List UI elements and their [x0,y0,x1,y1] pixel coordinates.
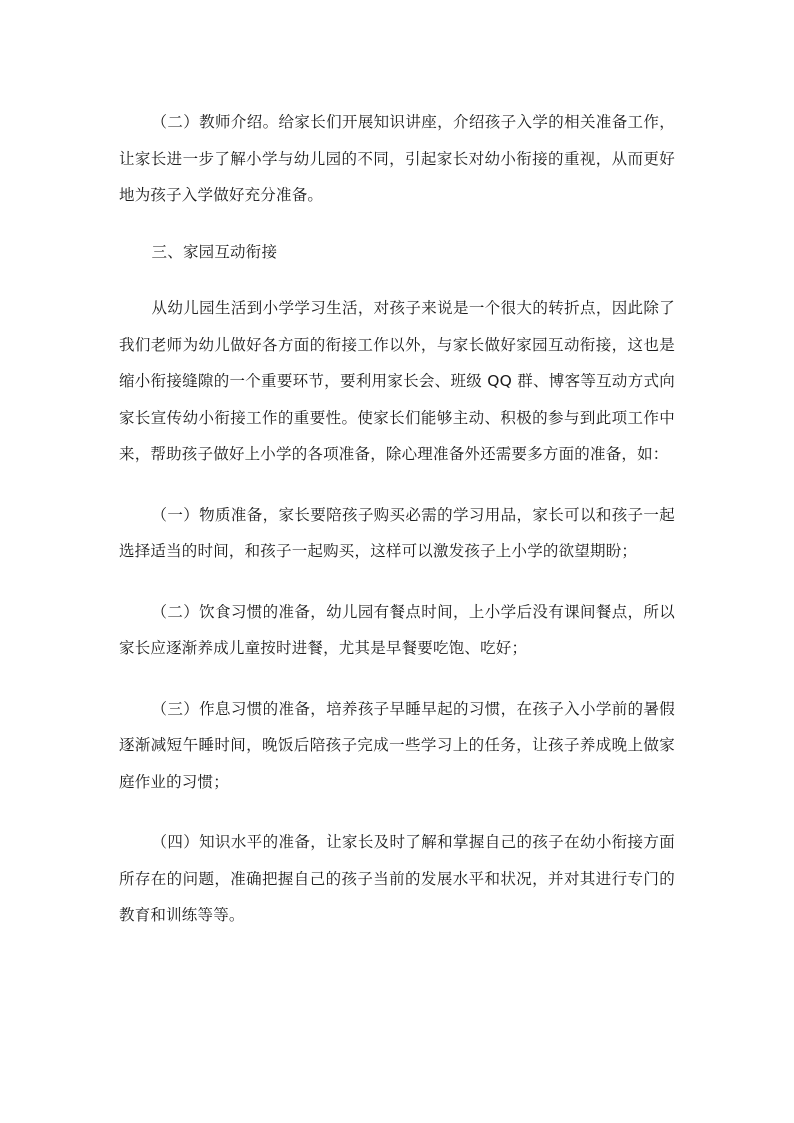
paragraph-home-school-interaction: 从幼儿园生活到小学学习生活，对孩子来说是一个很大的转折点，因此除了我们老师为幼儿做好各方面的衔接工作以外，与家长做好家园互动衔接，这也是缩小衔接缝隙的一个重要环节，要利用家长会、班级 QQ 群、博客等互动方式向家长宣传幼小衔接工作的重要性。使家长们能够主动、积极的参与到此项工作中来，帮助孩子做好上小学的各项准备，除心理准备外还需要多方面的准备，如： [119,299,675,463]
paragraph-diet-habits: （二）饮食习惯的准备，幼儿园有餐点时间，上小学后没有课间餐点，所以家长应逐渐养成儿童按时进餐，尤其是早餐要吃饱、吃好； [119,602,675,657]
document-body [119,104,675,934]
paragraph-routine-habits: （三）作息习惯的准备，培养孩子早睡早起的习惯，在孩子入小学前的暑假逐渐减短午睡时间，晚饭后陪孩子完成一些学习上的任务，让孩子养成晚上做家庭作业的习惯； [119,699,675,791]
paragraph-material-preparation: （一）物质准备，家长要陪孩子购买必需的学习用品，家长可以和孩子一起选择适当的时间，和孩子一起购买，这样可以激发孩子上小学的欲望期盼； [119,505,675,560]
section-heading-home-school: 三、家园互动衔接 [151,242,278,261]
paragraph-knowledge-level: （四）知识水平的准备，让家长及时了解和掌握自己的孩子在幼小衔接方面所存在的问题，准确把握自己的孩子当前的发展水平和状况，并对其进行专门的教育和训练等等。 [119,833,675,924]
paragraph-teacher-intro: （二）教师介绍。给家长们开展知识讲座，介绍孩子入学的相关准备工作，让家长进一步了解小学与幼儿园的不同，引起家长对幼小衔接的重视，从而更好地为孩子入学做好充分准备。 [119,113,675,204]
